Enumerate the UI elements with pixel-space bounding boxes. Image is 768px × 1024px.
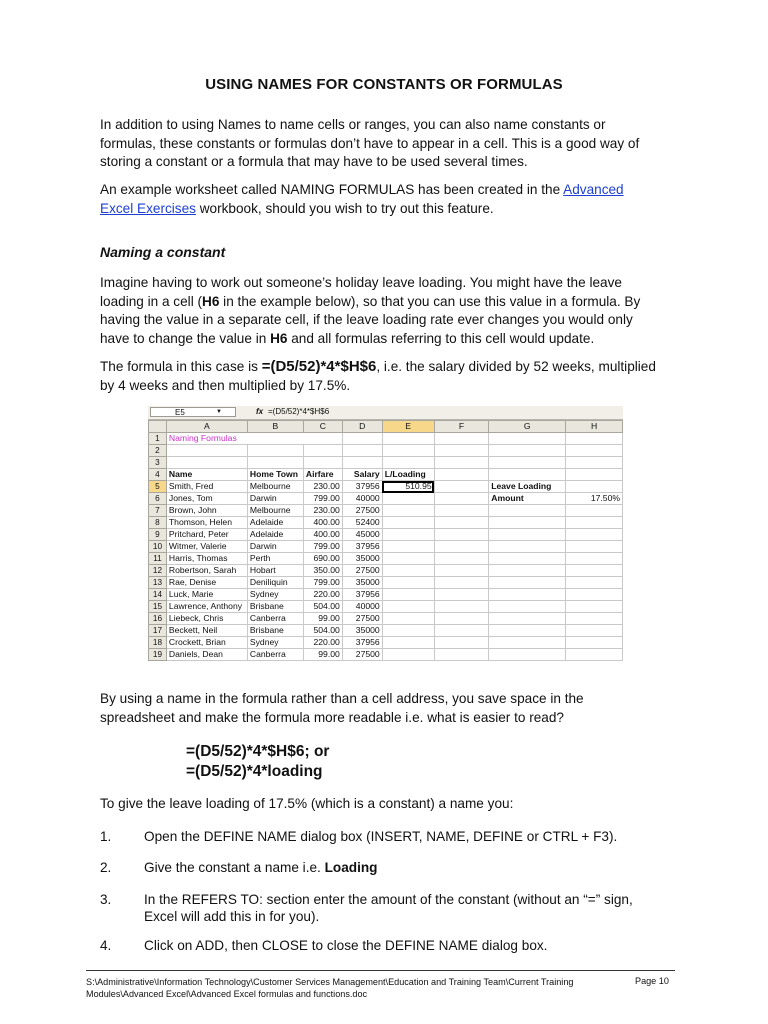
cell[interactable] bbox=[382, 625, 434, 637]
cell[interactable] bbox=[566, 613, 623, 625]
table-row bbox=[149, 613, 623, 625]
imagine-text-3: and all formulas referring to this cell would update. bbox=[287, 330, 595, 346]
step-number: 1. bbox=[100, 829, 112, 844]
cell-home-town[interactable]: Sydney bbox=[247, 589, 303, 601]
amount-label[interactable]: Amount bbox=[489, 493, 566, 505]
cell-salary[interactable]: 35000 bbox=[342, 553, 382, 565]
cell[interactable] bbox=[566, 445, 623, 457]
cell-salary[interactable]: 40000 bbox=[342, 493, 382, 505]
cell[interactable] bbox=[489, 457, 566, 469]
cell[interactable] bbox=[566, 553, 623, 565]
cell[interactable] bbox=[566, 457, 623, 469]
cell[interactable] bbox=[489, 613, 566, 625]
cell[interactable] bbox=[566, 469, 623, 481]
cell[interactable] bbox=[434, 613, 489, 625]
cell-airfare[interactable]: 799.00 bbox=[303, 541, 342, 553]
advanced-excel-exercises-link[interactable]: Advanced Excel Exercises bbox=[100, 182, 624, 216]
cell[interactable] bbox=[434, 637, 489, 649]
cell-salary[interactable]: 35000 bbox=[342, 577, 382, 589]
cell[interactable] bbox=[382, 445, 434, 457]
cell[interactable] bbox=[382, 541, 434, 553]
table-row bbox=[149, 601, 623, 613]
cell[interactable] bbox=[342, 445, 382, 457]
column-header-e[interactable]: E bbox=[382, 421, 434, 433]
formula-highlight: =(D5/52)*4*$H$6 bbox=[261, 358, 377, 375]
cell-airfare[interactable]: 350.00 bbox=[303, 565, 342, 577]
row-header[interactable]: 19 bbox=[149, 649, 167, 661]
formula-comparison bbox=[186, 742, 329, 782]
row-header[interactable]: 13 bbox=[149, 577, 167, 589]
cell-name[interactable]: Harris, Thomas bbox=[166, 553, 247, 565]
cell-ref-h6: H6 bbox=[202, 293, 220, 309]
cell-salary[interactable]: 40000 bbox=[342, 601, 382, 613]
formula-paragraph bbox=[100, 358, 660, 395]
cell-name[interactable]: Jones, Tom bbox=[166, 493, 247, 505]
formula-option-2: =(D5/52)*4*loading bbox=[186, 763, 323, 780]
column-header-h[interactable]: H bbox=[566, 421, 623, 433]
step-number: 2. bbox=[100, 860, 112, 875]
cell-salary[interactable]: 37956 bbox=[342, 637, 382, 649]
readability-paragraph: By using a name in the formula rather than a cell address, you save space in the spreadsheet and make the formula more readable i.e. what is easier to read? bbox=[100, 691, 584, 725]
page-number: Page 10 bbox=[635, 976, 669, 986]
step-2-text: Give the constant a name i.e. bbox=[144, 860, 325, 875]
table-row bbox=[149, 469, 623, 481]
row-header[interactable]: 6 bbox=[149, 493, 167, 505]
cell-airfare[interactable]: 230.00 bbox=[303, 481, 342, 493]
worksheet-grid bbox=[148, 420, 623, 661]
header-salary[interactable]: Salary bbox=[342, 469, 382, 481]
table-row bbox=[149, 553, 623, 565]
cell[interactable] bbox=[166, 457, 247, 469]
give-paragraph: To give the leave loading of 17.5% (which is a constant) a name you: bbox=[100, 796, 514, 811]
cell-home-town[interactable]: Melbourne bbox=[247, 481, 303, 493]
cell-salary[interactable]: 37956 bbox=[342, 589, 382, 601]
cell[interactable] bbox=[382, 505, 434, 517]
cell[interactable] bbox=[434, 625, 489, 637]
step-number: 4. bbox=[100, 938, 112, 953]
cell-name[interactable]: Beckett, Neil bbox=[166, 625, 247, 637]
imagine-paragraph bbox=[100, 274, 660, 348]
cell[interactable] bbox=[382, 553, 434, 565]
row-header[interactable]: 2 bbox=[149, 445, 167, 457]
section-heading: Naming a constant bbox=[100, 244, 226, 260]
cell-airfare[interactable]: 504.00 bbox=[303, 625, 342, 637]
cell-home-town[interactable]: Canberra bbox=[247, 613, 303, 625]
cell[interactable] bbox=[166, 445, 247, 457]
cell[interactable] bbox=[566, 541, 623, 553]
row-header[interactable]: 18 bbox=[149, 637, 167, 649]
cell[interactable] bbox=[247, 445, 303, 457]
cell[interactable] bbox=[566, 433, 623, 445]
cell[interactable] bbox=[566, 565, 623, 577]
cell[interactable] bbox=[566, 481, 623, 493]
cell-airfare[interactable]: 799.00 bbox=[303, 577, 342, 589]
cell-name[interactable]: Robertson, Sarah bbox=[166, 565, 247, 577]
cell[interactable] bbox=[303, 445, 342, 457]
cell-name[interactable]: Daniels, Dean bbox=[166, 649, 247, 661]
table-row bbox=[149, 445, 623, 457]
row-header[interactable]: 12 bbox=[149, 565, 167, 577]
row-header[interactable]: 3 bbox=[149, 457, 167, 469]
cell[interactable] bbox=[434, 649, 489, 661]
cell[interactable] bbox=[489, 589, 566, 601]
cell-name[interactable]: Rae, Denise bbox=[166, 577, 247, 589]
cell[interactable] bbox=[489, 553, 566, 565]
row-header[interactable]: 16 bbox=[149, 613, 167, 625]
cell[interactable] bbox=[342, 433, 382, 445]
cell-home-town[interactable]: Melbourne bbox=[247, 505, 303, 517]
header-name[interactable]: Name bbox=[166, 469, 247, 481]
column-header-b[interactable]: B bbox=[247, 421, 303, 433]
step-text: Click on ADD, then CLOSE to close the DEFINE NAME dialog box. bbox=[144, 938, 548, 953]
cell-home-town[interactable]: Adelaide bbox=[247, 517, 303, 529]
cell-salary[interactable]: 27500 bbox=[342, 649, 382, 661]
cell[interactable] bbox=[566, 649, 623, 661]
cell-name[interactable]: Liebeck, Chris bbox=[166, 613, 247, 625]
cell-home-town[interactable]: Brisbane bbox=[247, 601, 303, 613]
formula-text-2: , i.e. the salary divided by 52 weeks, multiplied by 4 weeks and then multiplied by 17.5%. bbox=[100, 359, 656, 393]
cell-airfare[interactable]: 230.00 bbox=[303, 505, 342, 517]
name-box[interactable]: E5 bbox=[150, 407, 236, 417]
table-row bbox=[149, 493, 623, 505]
cell[interactable] bbox=[489, 445, 566, 457]
cell-home-town[interactable]: Darwin bbox=[247, 493, 303, 505]
column-header-d[interactable]: D bbox=[342, 421, 382, 433]
step-number: 3. bbox=[100, 892, 112, 907]
cell-name[interactable]: Luck, Marie bbox=[166, 589, 247, 601]
intro-paragraph: In addition to using Names to name cells or ranges, you can also name constants or formulas, these constants or formulas don’t have to appear in a cell. This is a good way of storing a constant or a formula that may have to be used several times. bbox=[100, 117, 640, 170]
cell-home-town[interactable]: Hobart bbox=[247, 565, 303, 577]
row-header[interactable]: 15 bbox=[149, 601, 167, 613]
table-row bbox=[149, 637, 623, 649]
cell-airfare[interactable]: 220.00 bbox=[303, 589, 342, 601]
cell[interactable] bbox=[434, 541, 489, 553]
cell[interactable] bbox=[489, 565, 566, 577]
table-row bbox=[149, 529, 623, 541]
step-text: In the REFERS TO: section enter the amount of the constant (without an “=” sign, Excel will add this in for you). bbox=[144, 892, 633, 924]
select-all-corner[interactable] bbox=[149, 421, 167, 433]
cell-name[interactable]: Crockett, Brian bbox=[166, 637, 247, 649]
cell[interactable] bbox=[489, 601, 566, 613]
column-header-f[interactable]: F bbox=[434, 421, 489, 433]
cell[interactable] bbox=[434, 481, 489, 493]
table-row bbox=[149, 433, 623, 445]
header-home-town[interactable]: Home Town bbox=[247, 469, 303, 481]
row-header[interactable]: 17 bbox=[149, 625, 167, 637]
cell-salary[interactable]: 37956 bbox=[342, 481, 382, 493]
table-row bbox=[149, 577, 623, 589]
cell-airfare[interactable]: 400.00 bbox=[303, 517, 342, 529]
cell[interactable] bbox=[434, 493, 489, 505]
active-cell-e5[interactable]: 510.95 bbox=[382, 481, 434, 493]
cell-home-town[interactable]: Adelaide bbox=[247, 529, 303, 541]
cell[interactable] bbox=[489, 529, 566, 541]
cell[interactable] bbox=[489, 637, 566, 649]
step-2-bold: Loading bbox=[324, 860, 378, 875]
cell-home-town[interactable]: Deniliquin bbox=[247, 577, 303, 589]
cell-home-town[interactable]: Darwin bbox=[247, 541, 303, 553]
cell-salary[interactable]: 27500 bbox=[342, 613, 382, 625]
row-header[interactable]: 4 bbox=[149, 469, 167, 481]
spreadsheet-screenshot bbox=[148, 406, 623, 680]
cell-salary[interactable]: 27500 bbox=[342, 565, 382, 577]
table-row bbox=[149, 649, 623, 661]
column-header-a[interactable]: A bbox=[166, 421, 247, 433]
formula-option-1: =(D5/52)*4*$H$6; or bbox=[186, 743, 330, 760]
cell[interactable] bbox=[489, 433, 566, 445]
cell[interactable] bbox=[434, 445, 489, 457]
cell[interactable] bbox=[434, 565, 489, 577]
cell[interactable] bbox=[434, 457, 489, 469]
cell-ref-h6-second: H6 bbox=[270, 330, 288, 346]
cell-airfare[interactable]: 99.00 bbox=[303, 649, 342, 661]
amount-value-h6[interactable]: 17.50% bbox=[566, 493, 623, 505]
row-header[interactable]: 11 bbox=[149, 553, 167, 565]
table-row bbox=[149, 457, 623, 469]
cell[interactable] bbox=[566, 589, 623, 601]
cell[interactable] bbox=[382, 433, 434, 445]
step-text: Open the DEFINE NAME dialog box (INSERT, NAME, DEFINE or CTRL + F3). bbox=[144, 829, 618, 844]
table-row bbox=[149, 565, 623, 577]
table-row bbox=[149, 541, 623, 553]
leave-loading-label[interactable]: Leave Loading bbox=[489, 481, 566, 493]
cell[interactable] bbox=[434, 601, 489, 613]
cell-airfare[interactable]: 99.00 bbox=[303, 613, 342, 625]
column-header-row bbox=[149, 421, 623, 433]
cell[interactable] bbox=[566, 505, 623, 517]
cell[interactable] bbox=[382, 589, 434, 601]
cell[interactable] bbox=[489, 505, 566, 517]
example-paragraph bbox=[100, 181, 660, 218]
column-header-c[interactable]: C bbox=[303, 421, 342, 433]
cell[interactable] bbox=[489, 541, 566, 553]
cell[interactable] bbox=[434, 553, 489, 565]
cell[interactable] bbox=[489, 649, 566, 661]
cell[interactable] bbox=[566, 625, 623, 637]
cell[interactable] bbox=[434, 469, 489, 481]
cell-airfare[interactable]: 504.00 bbox=[303, 601, 342, 613]
cell[interactable] bbox=[566, 637, 623, 649]
example-text-after: workbook, should you wish to try out this feature. bbox=[195, 200, 494, 216]
sheet-title-cell[interactable]: Naming Formulas bbox=[166, 433, 342, 445]
cell-airfare[interactable]: 799.00 bbox=[303, 493, 342, 505]
cell-name[interactable]: Smith, Fred bbox=[166, 481, 247, 493]
cell[interactable] bbox=[382, 613, 434, 625]
row-header[interactable]: 14 bbox=[149, 589, 167, 601]
cell[interactable] bbox=[382, 457, 434, 469]
imagine-text-1: Imagine having to work out someone’s holiday leave loading. You might have the leave loading in a cell ( bbox=[100, 275, 622, 309]
cell[interactable] bbox=[566, 601, 623, 613]
row-header[interactable]: 9 bbox=[149, 529, 167, 541]
formula-bar-text[interactable]: =(D5/52)*4*$H$6 bbox=[268, 407, 330, 416]
row-header[interactable]: 1 bbox=[149, 433, 167, 445]
cell-name[interactable]: Lawrence, Anthony bbox=[166, 601, 247, 613]
table-row bbox=[149, 625, 623, 637]
cell[interactable] bbox=[434, 529, 489, 541]
cell[interactable] bbox=[247, 457, 303, 469]
cell[interactable] bbox=[489, 625, 566, 637]
cell-airfare[interactable]: 400.00 bbox=[303, 529, 342, 541]
cell-airfare[interactable]: 690.00 bbox=[303, 553, 342, 565]
row-header[interactable]: 5 bbox=[149, 481, 167, 493]
name-box-dropdown-icon[interactable]: ▼ bbox=[216, 409, 222, 415]
imagine-text-2: in the example below), so that you can use this value in a formula. By having the value in a separate cell, if the leave loading rate ever changes you would only have to change the value in bbox=[100, 293, 641, 346]
fx-icon: fx bbox=[256, 407, 264, 416]
cell[interactable] bbox=[303, 457, 342, 469]
cell-home-town[interactable]: Canberra bbox=[247, 649, 303, 661]
cell[interactable] bbox=[382, 577, 434, 589]
cell[interactable] bbox=[434, 517, 489, 529]
cell-salary[interactable]: 27500 bbox=[342, 505, 382, 517]
column-header-g[interactable]: G bbox=[489, 421, 566, 433]
cell[interactable] bbox=[382, 517, 434, 529]
cell[interactable] bbox=[342, 457, 382, 469]
row-header[interactable]: 8 bbox=[149, 517, 167, 529]
cell-name[interactable]: Thomson, Helen bbox=[166, 517, 247, 529]
table-row bbox=[149, 517, 623, 529]
table-row bbox=[149, 505, 623, 517]
cell-salary[interactable]: 45000 bbox=[342, 529, 382, 541]
row-header[interactable]: 7 bbox=[149, 505, 167, 517]
cell-home-town[interactable]: Brisbane bbox=[247, 625, 303, 637]
cell-salary[interactable]: 37956 bbox=[342, 541, 382, 553]
formula-bar bbox=[148, 406, 623, 420]
cell[interactable] bbox=[382, 493, 434, 505]
cell[interactable] bbox=[434, 433, 489, 445]
row-header[interactable]: 10 bbox=[149, 541, 167, 553]
table-row bbox=[149, 589, 623, 601]
cell[interactable] bbox=[566, 577, 623, 589]
cell[interactable] bbox=[489, 577, 566, 589]
cell-name[interactable]: Brown, John bbox=[166, 505, 247, 517]
cell[interactable] bbox=[382, 565, 434, 577]
cell-salary[interactable]: 52400 bbox=[342, 517, 382, 529]
cell-salary[interactable]: 35000 bbox=[342, 625, 382, 637]
footer-path: S:\Administrative\Information Technology\Customer Services Management\Education and Training Team\Current Training Modules\Advanced Excel\Advanced Excel formulas and functions.doc bbox=[86, 977, 574, 999]
cell[interactable] bbox=[434, 589, 489, 601]
cell-name[interactable]: Witmer, Valerie bbox=[166, 541, 247, 553]
header-airfare[interactable]: Airfare bbox=[303, 469, 342, 481]
cell[interactable] bbox=[382, 529, 434, 541]
cell[interactable] bbox=[566, 517, 623, 529]
formula-text-1: The formula in this case is bbox=[100, 359, 262, 374]
cell[interactable] bbox=[434, 577, 489, 589]
cell-name[interactable]: Pritchard, Peter bbox=[166, 529, 247, 541]
cell[interactable] bbox=[489, 469, 566, 481]
cell-home-town[interactable]: Sydney bbox=[247, 637, 303, 649]
cell[interactable] bbox=[382, 601, 434, 613]
cell[interactable] bbox=[382, 649, 434, 661]
cell[interactable] bbox=[434, 505, 489, 517]
cell[interactable] bbox=[566, 529, 623, 541]
footer-divider bbox=[86, 970, 675, 971]
example-text-before: An example worksheet called NAMING FORMULAS has been created in the bbox=[100, 182, 564, 197]
cell[interactable] bbox=[382, 637, 434, 649]
cell-home-town[interactable]: Perth bbox=[247, 553, 303, 565]
header-leave-loading[interactable]: L/Loading bbox=[382, 469, 434, 481]
cell[interactable] bbox=[489, 517, 566, 529]
page-title: USING NAMES FOR CONSTANTS OR FORMULAS bbox=[205, 76, 563, 93]
step-text bbox=[144, 859, 664, 876]
cell-airfare[interactable]: 220.00 bbox=[303, 637, 342, 649]
table-row bbox=[149, 481, 623, 493]
